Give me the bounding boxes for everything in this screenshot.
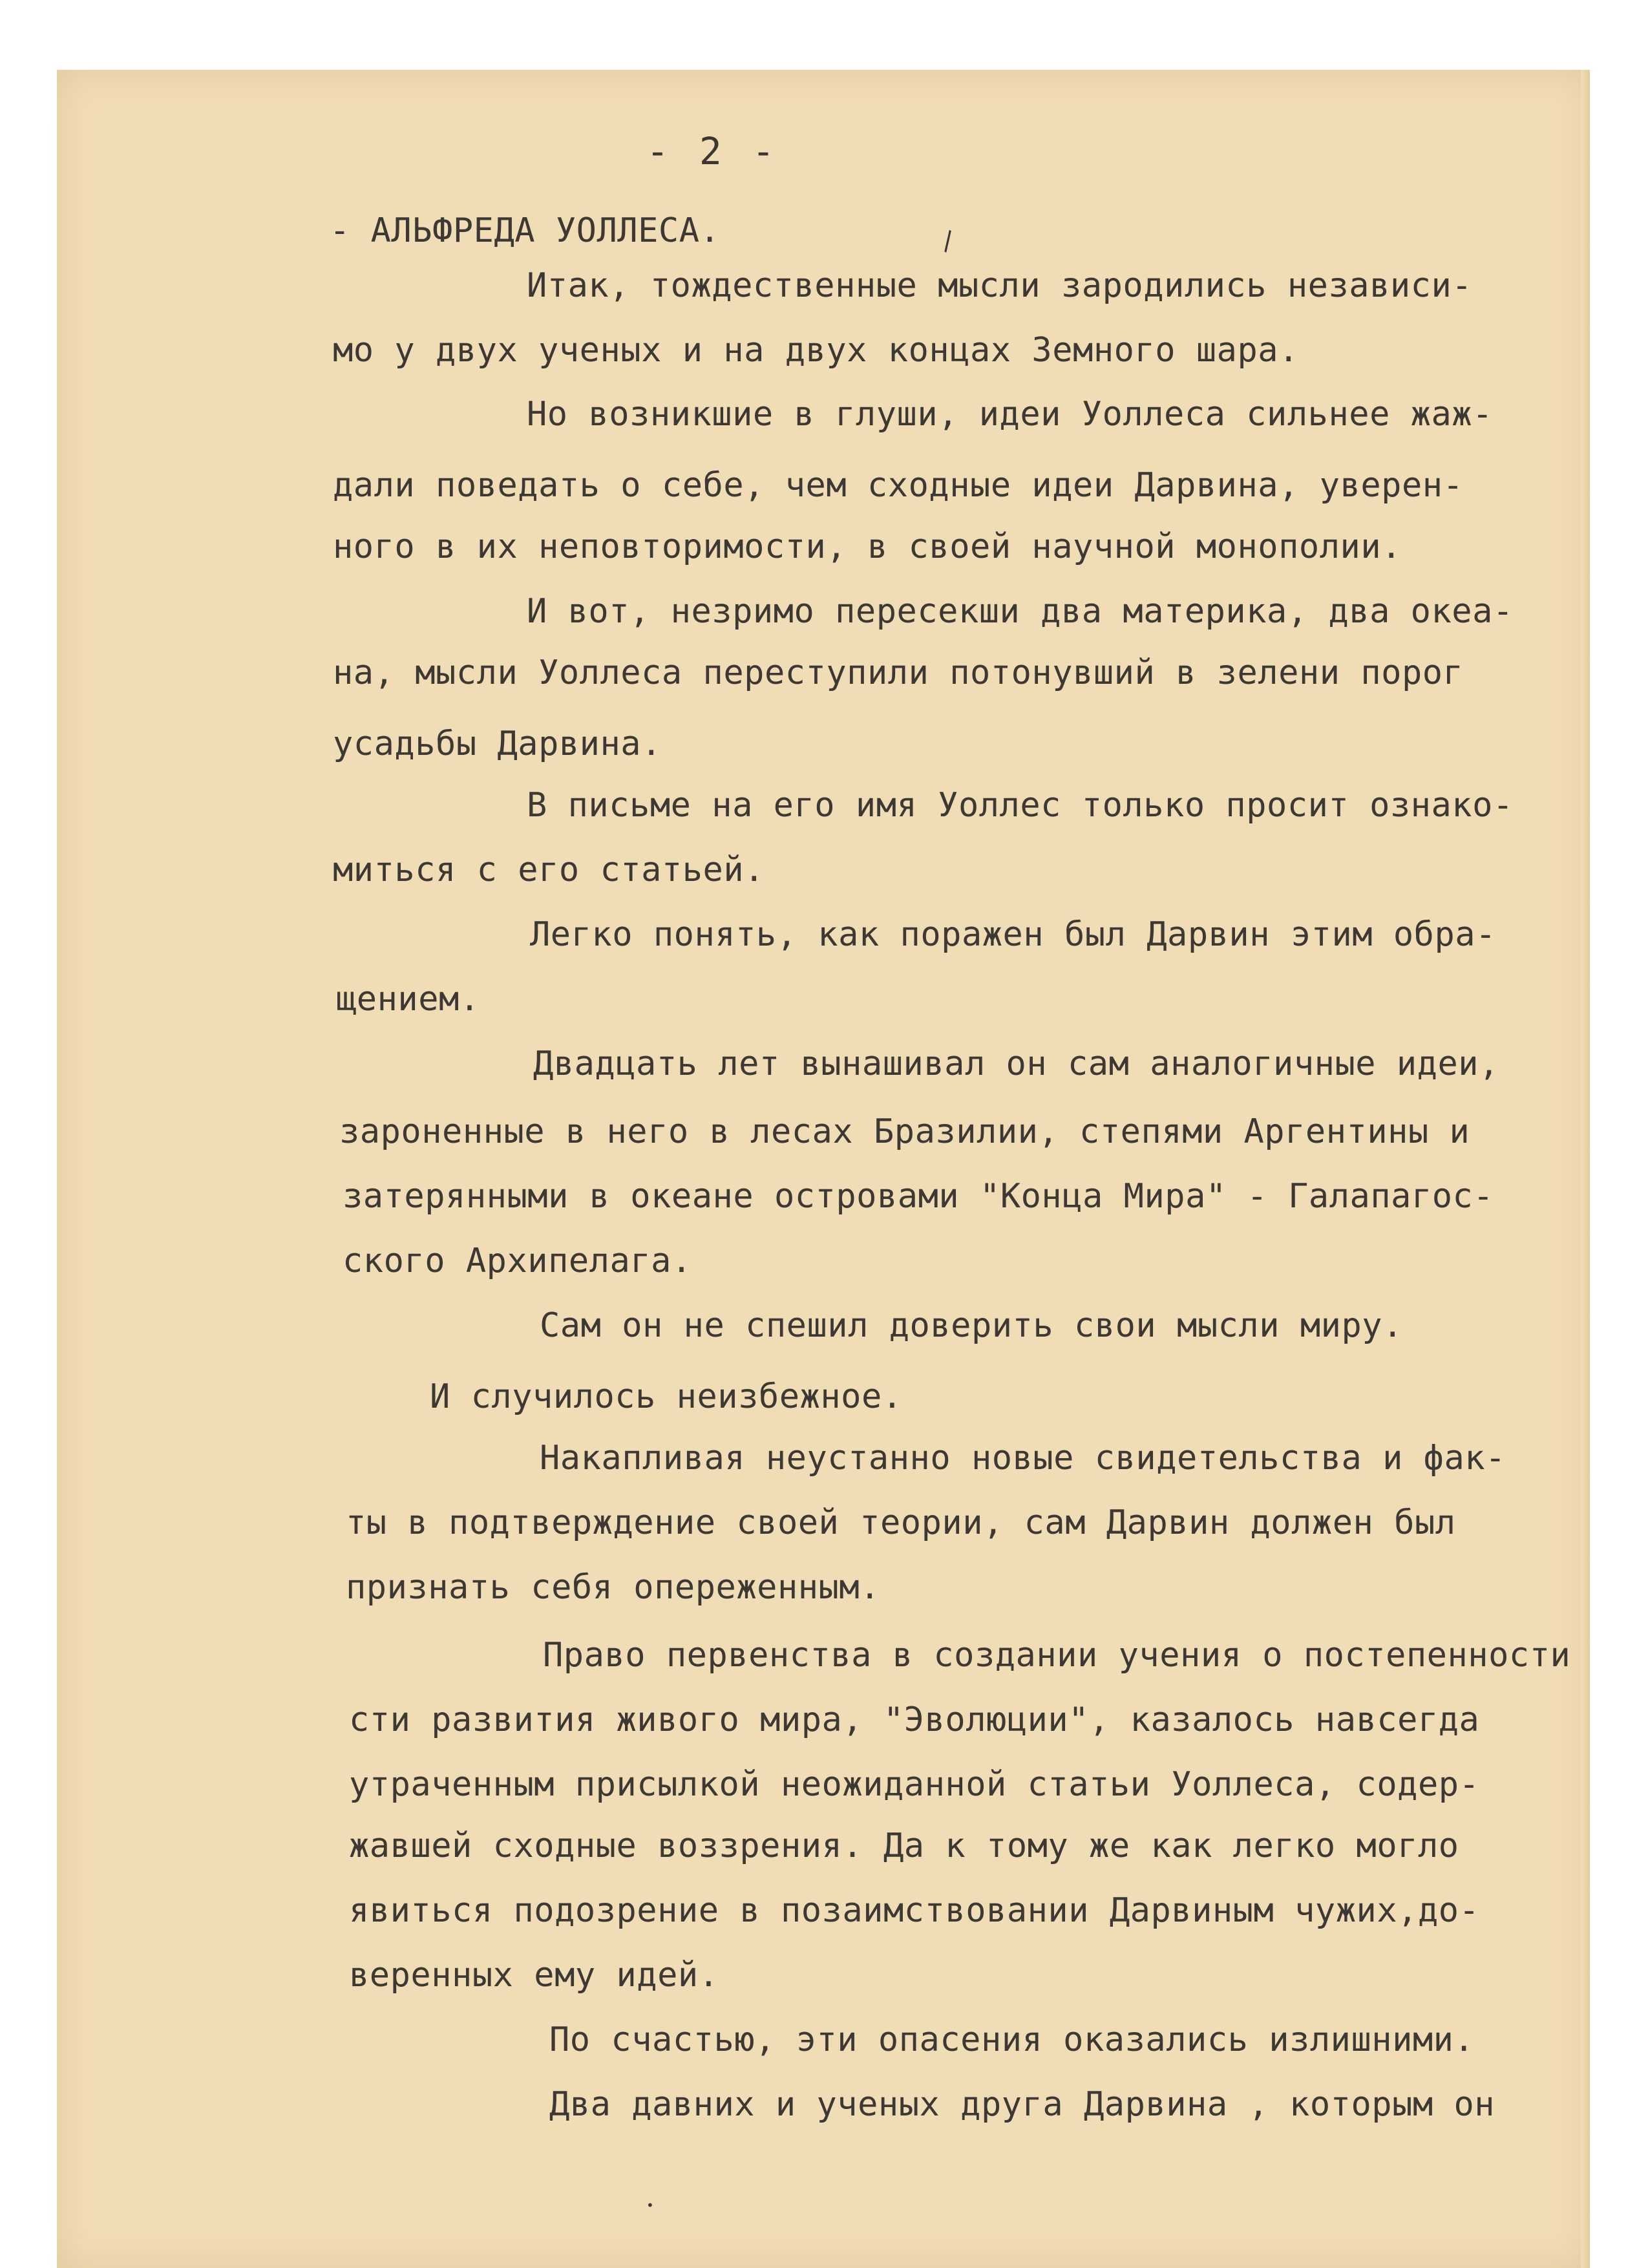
- text-line-2: Итак, тождественные мысли зародились независи-: [527, 266, 1473, 305]
- text-line-17: ского Архипелага.: [343, 1242, 692, 1280]
- page-number: - 2 -: [646, 129, 779, 173]
- text-line-14: Двадцать лет вынашивал он сам аналогичные идеи,: [533, 1044, 1499, 1083]
- text-line-3: мо у двух ученых и на двух концах Земного шара.: [333, 331, 1299, 370]
- text-line-25: утраченным присылкой неожиданной статьи Уоллеса, содер-: [349, 1765, 1480, 1804]
- text-line-27: явиться подозрение в позаимствовании Дарвиным чужих,до-: [349, 1891, 1480, 1930]
- text-line-11: миться с его статьей.: [333, 851, 765, 889]
- text-line-8: на, мысли Уоллеса переступили потонувший в зелени порог: [333, 653, 1464, 692]
- text-line-4: Но возникшие в глуши, идеи Уоллеса сильнее жаж-: [527, 395, 1493, 434]
- text-line-20: Накапливая неустанно новые свидетельства и фак-: [540, 1439, 1506, 1478]
- text-line-5: дали поведать о себе, чем сходные идеи Дарвина, уверен-: [333, 466, 1464, 505]
- text-line-16: затерянными в океане островами "Конца Мира" - Галапагос-: [343, 1177, 1494, 1216]
- text-line-18: Сам он не спешил доверить свои мысли миру.: [540, 1306, 1403, 1345]
- text-line-19: И случилось неизбежное.: [430, 1377, 903, 1416]
- text-line-10: В письме на его имя Уоллес только просит ознако-: [527, 786, 1514, 825]
- text-line-29: По счастью, эти опасения оказались излишними.: [549, 2020, 1475, 2059]
- text-line-1: - АЛЬФРЕДА УОЛЛЕСА.: [330, 211, 721, 250]
- text-line-26: жавшей сходные воззрения. Да к тому же как легко могло: [349, 1827, 1459, 1865]
- text-line-15: зароненные в него в лесах Бразилии, степями Аргентины и: [339, 1112, 1470, 1151]
- text-line-23: Право первенства в создании учения о постепенности: [543, 1636, 1571, 1675]
- text-line-22: признать себя опереженным.: [346, 1568, 880, 1607]
- stray-mark: \: [936, 226, 960, 257]
- text-line-7: И вот, незримо пересекши два материка, два океа-: [527, 592, 1514, 631]
- text-line-24: сти развития живого мира, "Эволюции", казалось навсегда: [349, 1701, 1480, 1739]
- text-line-30: Два давних и ученых друга Дарвина , которым он: [549, 2085, 1495, 2124]
- paper-edge: [1581, 70, 1590, 2268]
- text-line-13: щением.: [336, 980, 480, 1019]
- text-line-6: ного в их неповторимости, в своей научной монополии.: [333, 527, 1402, 566]
- text-line-9: усадьбы Дарвина.: [333, 725, 662, 763]
- text-line-12: Легко понять, как поражен был Дарвин этим обра-: [530, 915, 1496, 954]
- ink-dot: •: [646, 2198, 654, 2213]
- text-line-28: веренных ему идей.: [349, 1956, 719, 1995]
- text-line-21: ты в подтверждение своей теории, сам Дарвин должен был: [346, 1503, 1456, 1542]
